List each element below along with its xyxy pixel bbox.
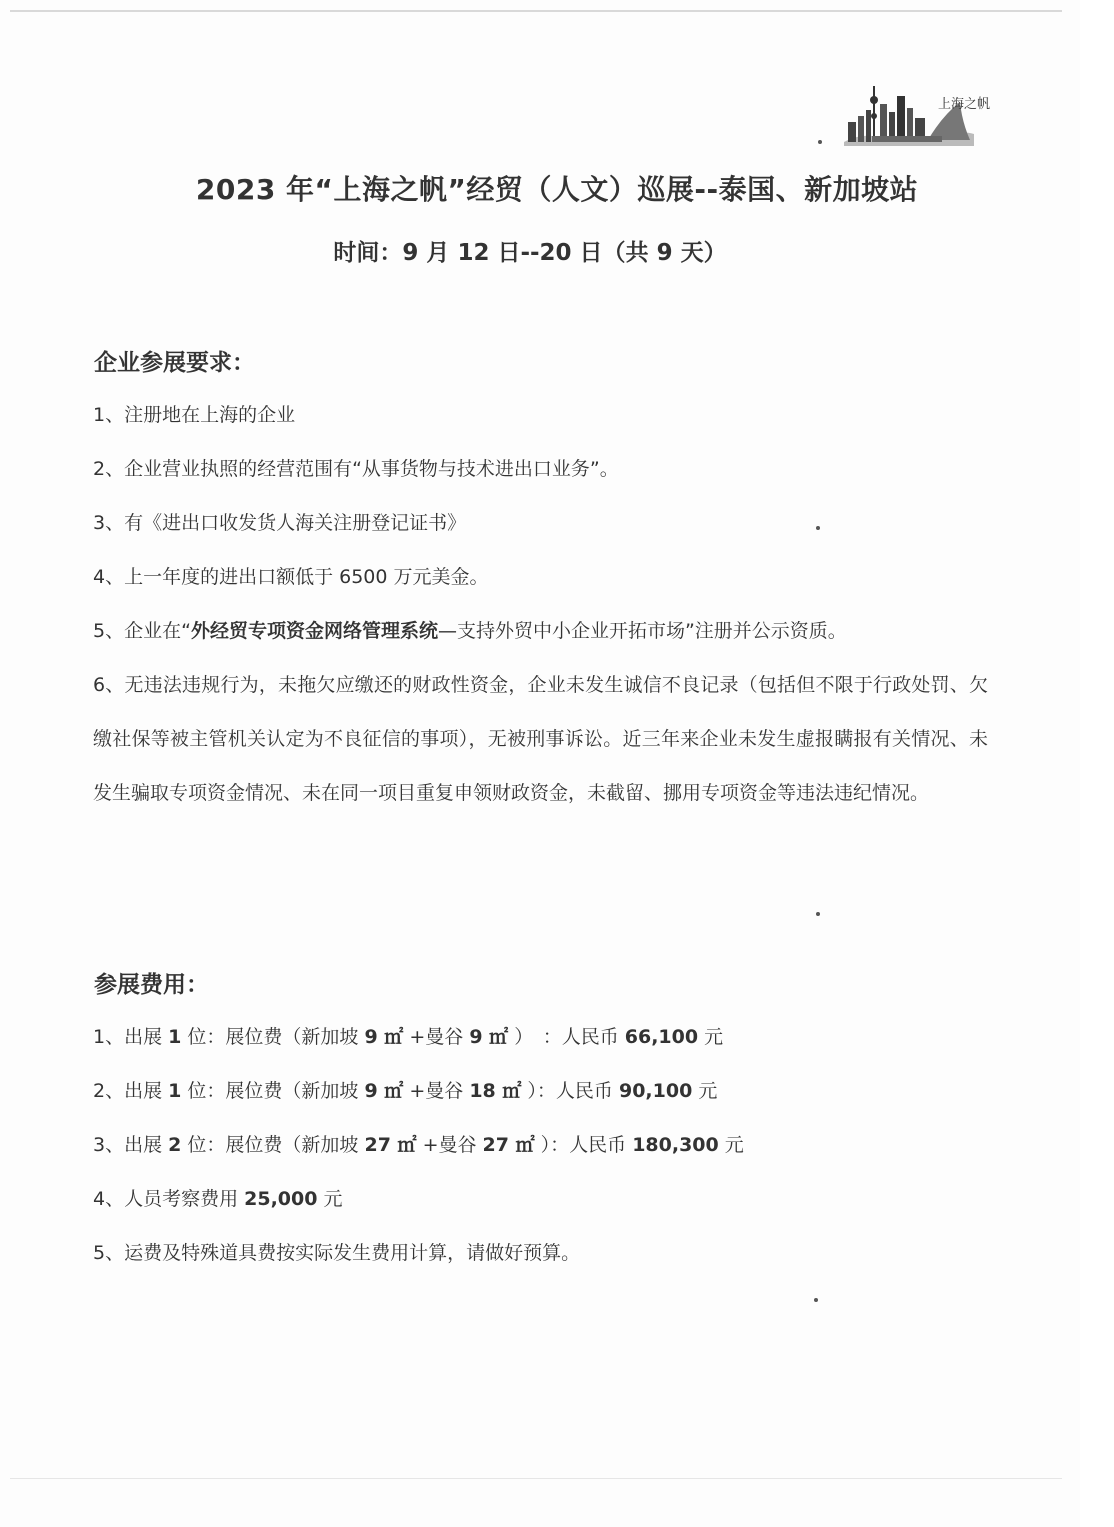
fee-item xyxy=(93,1130,993,1157)
fee-prefix: 1、出展 xyxy=(93,1026,169,1048)
requirements-heading: 企业参展要求： xyxy=(94,350,255,376)
fee-singapore-area: 9 ㎡ xyxy=(364,1080,404,1102)
fee-item xyxy=(93,1022,993,1049)
fee-item-5: 5、运费及特殊道具费按实际发生费用计算，请做好预算。 xyxy=(93,1242,581,1264)
requirement-5-suffix: —支持外贸中小企业开拓市场”注册并公示资质。 xyxy=(437,620,847,642)
logo-text: 上海之帆 xyxy=(938,97,991,112)
scan-speck xyxy=(816,526,820,530)
fee-amount: 90,100 xyxy=(618,1080,693,1102)
fee-bangkok-area: 9 ㎡ xyxy=(469,1026,509,1048)
fee-prefix: 3、出展 xyxy=(93,1134,169,1156)
fee-booth-count: 1 xyxy=(168,1026,182,1048)
fee-amount: 66,100 xyxy=(624,1026,699,1048)
requirement-item: 3、有《进出口收发货人海关注册登记证书》 xyxy=(93,512,467,534)
fee-bangkok-area: 27 ㎡ xyxy=(482,1134,535,1156)
fee-label: ）：人民币 xyxy=(521,1080,619,1102)
fee-label: +曼谷 xyxy=(416,1134,483,1156)
fee-unit: 元 xyxy=(698,1026,724,1048)
fee-label: ）：人民币 xyxy=(534,1134,633,1156)
fee-label: +曼谷 xyxy=(403,1080,470,1102)
scan-speck xyxy=(816,912,820,916)
requirement-5-prefix: 5、企业在“ xyxy=(93,620,191,642)
requirement-item-5 xyxy=(93,616,993,643)
event-dates: 时间：9 月 12 日--20 日（共 9 天） xyxy=(333,240,727,266)
page-title: 2023 年“上海之帆”经贸（人文）巡展--泰国、新加坡站 xyxy=(195,173,919,206)
scan-speck xyxy=(818,140,822,144)
requirement-item: 4、上一年度的进出口额低于 6500 万元美金。 xyxy=(93,566,489,588)
fee-booth-count: 2 xyxy=(168,1134,182,1156)
fees-heading: 参展费用： xyxy=(94,972,209,998)
fee-booth-count: 1 xyxy=(168,1080,182,1102)
fee-label: 位：展位费（新加坡 xyxy=(181,1080,365,1102)
requirement-item: 2、企业营业执照的经营范围有“从事货物与技术进出口业务”。 xyxy=(93,458,619,480)
requirement-5-system-name: 外经贸专项资金网络管理系统 xyxy=(190,620,438,642)
scan-edge-top xyxy=(10,10,1062,12)
fee-singapore-area: 9 ㎡ xyxy=(364,1026,404,1048)
scan-speck xyxy=(814,1298,818,1302)
fee-prefix: 4、人员考察费用 xyxy=(93,1188,245,1210)
fee-item xyxy=(93,1076,993,1103)
fee-amount: 180,300 xyxy=(632,1134,719,1156)
fee-unit: 元 xyxy=(718,1134,744,1156)
fee-singapore-area: 27 ㎡ xyxy=(364,1134,417,1156)
fee-label: 位：展位费（新加坡 xyxy=(181,1026,365,1048)
fee-unit: 元 xyxy=(317,1188,343,1210)
requirement-item: 1、注册地在上海的企业 xyxy=(93,404,296,426)
fee-unit: 元 xyxy=(692,1080,718,1102)
scan-edge-bottom xyxy=(10,1478,1062,1479)
fee-label: ） ：人民币 xyxy=(508,1026,625,1048)
fee-prefix: 2、出展 xyxy=(93,1080,169,1102)
fee-amount: 25,000 xyxy=(244,1188,318,1210)
requirement-item-6: 6、无违法违规行为，未拖欠应缴还的财政性资金，企业未发生诚信不良记录（包括但不限于行政处罚、欠缴社保等被主管机关认定为不良征信的事项），无被刑事诉讼。近三年来企业未发生虚报瞒报有关情况、未发生骗取专项资金情况、未在同一项目重复申领财政资金，未截留、挪用专项资金等违法违纪情况。 xyxy=(93,674,988,804)
fee-label: +曼谷 xyxy=(403,1026,470,1048)
fee-label: 位：展位费（新加坡 xyxy=(181,1134,365,1156)
fee-item-4 xyxy=(93,1184,993,1211)
fee-bangkok-area: 18 ㎡ xyxy=(469,1080,522,1102)
shanghai-skyline-logo-icon xyxy=(842,82,991,146)
